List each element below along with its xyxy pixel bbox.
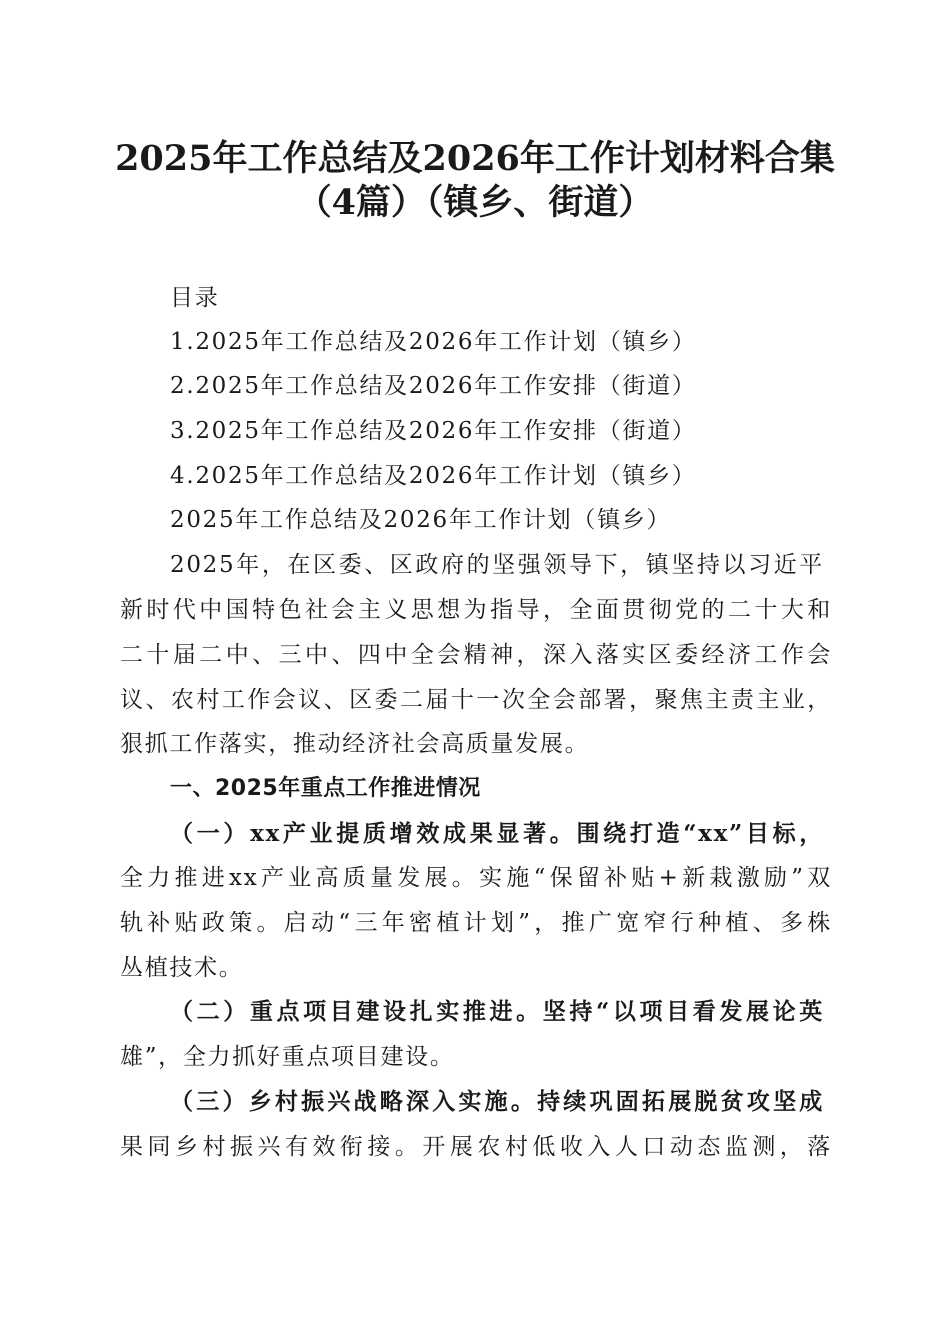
intro-line-2: 新时代中国特色社会主义思想为指导，全面贯彻党的二十大和 (120, 597, 832, 623)
document-title-line2: （4篇）（镇乡、街道） (296, 182, 654, 223)
toc-label: 目录 (170, 285, 220, 311)
intro-line-3: 二十届二中、三中、四中全会精神，深入落实区委经济工作会 (120, 642, 832, 668)
toc-item-2: 2.2025年工作总结及2026年工作安排（街道） (170, 373, 697, 399)
p2-line-2: 雄”，全力抓好重点项目建设。 (120, 1044, 455, 1070)
p3-line-2: 果同乡村振兴有效衔接。开展农村低收入人口动态监测，落 (120, 1134, 832, 1160)
p2-line-1: （二）重点项目建设扎实推进。坚持“以项目看发展论英 (170, 998, 824, 1025)
p3-line-1: （三）乡村振兴战略深入实施。持续巩固拓展脱贫攻坚成 (170, 1088, 824, 1115)
intro-line-1: 2025年，在区委、区政府的坚强领导下，镇坚持以习近平 (170, 552, 824, 578)
article-title: 2025年工作总结及2026年工作计划（镇乡） (170, 507, 672, 533)
document-title-line1: 2025年工作总结及2026年工作计划材料合集 (115, 138, 835, 179)
intro-line-5: 狠抓工作落实，推动经济社会高质量发展。 (120, 731, 590, 757)
toc-item-3: 3.2025年工作总结及2026年工作安排（街道） (170, 418, 697, 444)
p1-line-2: 全力推进xx产业高质量发展。实施“保留补贴+新栽激励”双 (120, 865, 832, 891)
section-heading: 一、2025年重点工作推进情况 (170, 776, 481, 801)
p1-line-3: 轨补贴政策。启动“三年密植计划”，推广宽窄行种植、多株 (120, 910, 832, 936)
p1-line-4: 丛植技术。 (120, 955, 244, 981)
toc-item-4: 4.2025年工作总结及2026年工作计划（镇乡） (170, 463, 697, 489)
intro-line-4: 议、农村工作会议、区委二届十一次全会部署，聚焦主责主业， (120, 687, 832, 713)
toc-item-1: 1.2025年工作总结及2026年工作计划（镇乡） (170, 329, 697, 355)
p1-line-1: （一）xx产业提质增效成果显著。围绕打造“xx”目标， (170, 820, 824, 847)
